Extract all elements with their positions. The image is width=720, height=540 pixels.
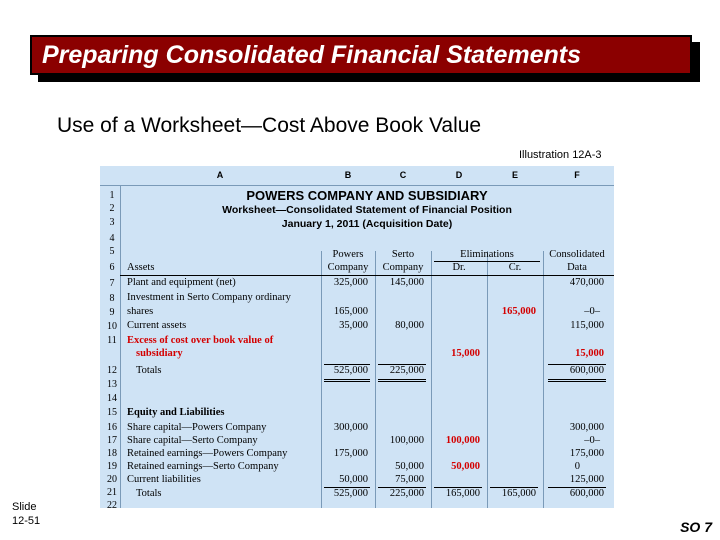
row-number: 20 bbox=[107, 474, 117, 485]
date-line: January 1, 2011 (Acquisition Date) bbox=[281, 218, 453, 230]
row-number: 14 bbox=[107, 393, 117, 404]
col-header-c: C bbox=[399, 170, 407, 180]
cell-serto: 100,000 bbox=[389, 435, 424, 446]
eliminations-header: Eliminations bbox=[460, 249, 514, 260]
title-banner bbox=[30, 35, 692, 75]
row-label: Share capital—Serto Company bbox=[127, 435, 258, 446]
row-label: shares bbox=[127, 306, 154, 317]
row-label-highlight: subsidiary bbox=[136, 348, 183, 359]
row-number: 6 bbox=[109, 262, 115, 273]
cell-serto: 80,000 bbox=[395, 320, 424, 331]
row-label: Share capital—Powers Company bbox=[127, 422, 267, 433]
double-underline bbox=[548, 379, 606, 382]
cell-powers: 175,000 bbox=[333, 448, 368, 459]
row-number: 8 bbox=[109, 293, 115, 304]
row-number: 12 bbox=[107, 365, 117, 376]
cell-consolidated: 0 bbox=[574, 461, 580, 472]
row-number: 13 bbox=[107, 379, 117, 390]
row-number: 17 bbox=[107, 435, 117, 446]
row-label: Current assets bbox=[127, 320, 187, 331]
cell-serto: 225,000 bbox=[389, 488, 424, 499]
col-header-f: F bbox=[574, 170, 580, 180]
row-number: 21 bbox=[107, 487, 117, 498]
col-divider-e bbox=[487, 251, 488, 508]
row-number: 19 bbox=[107, 461, 117, 472]
assets-header: Assets bbox=[127, 262, 155, 273]
cell-consolidated: 15,000 bbox=[575, 348, 604, 359]
company-title: POWERS COMPANY AND SUBSIDIARY bbox=[246, 188, 488, 203]
row-number: 1 bbox=[109, 190, 115, 201]
row-number: 22 bbox=[107, 500, 117, 508]
cell-powers: 525,000 bbox=[333, 365, 368, 376]
statement-title: Worksheet—Consolidated Statement of Financial Position bbox=[222, 204, 512, 216]
col-header-a: A bbox=[216, 170, 224, 180]
cell-elim-dr: 50,000 bbox=[451, 461, 480, 472]
cell-powers: 525,000 bbox=[333, 488, 368, 499]
row-label: Retained earnings—Powers Company bbox=[127, 448, 288, 459]
row-label-highlight: Excess of cost over book value of bbox=[127, 335, 274, 346]
powers-header-2: Company bbox=[327, 262, 369, 273]
cell-powers: 325,000 bbox=[333, 277, 368, 288]
cell-serto: 225,000 bbox=[389, 365, 424, 376]
cell-elim-cr: 165,000 bbox=[501, 306, 536, 317]
heading-underline bbox=[120, 275, 614, 276]
consolidated-header-2: Data bbox=[567, 262, 587, 273]
section-heading: Equity and Liabilities bbox=[127, 407, 225, 418]
worksheet-image bbox=[100, 166, 614, 508]
cell-elim-dr: 100,000 bbox=[445, 435, 480, 446]
cell-powers: 50,000 bbox=[339, 474, 368, 485]
row-number-divider bbox=[120, 186, 121, 508]
powers-header-1: Powers bbox=[332, 249, 364, 260]
col-header-b: B bbox=[344, 170, 352, 180]
serto-header-2: Company bbox=[382, 262, 424, 273]
row-number: 11 bbox=[107, 335, 117, 346]
cell-consolidated: 115,000 bbox=[570, 320, 604, 331]
col-header-d: D bbox=[455, 170, 463, 180]
slide-number: 12-51 bbox=[12, 515, 41, 527]
serto-header-1: Serto bbox=[391, 249, 415, 260]
row-number: 5 bbox=[109, 246, 115, 257]
cell-serto: 50,000 bbox=[395, 461, 424, 472]
cell-consolidated: 300,000 bbox=[569, 422, 604, 433]
row-number: 9 bbox=[109, 307, 115, 318]
cell-consolidated: 125,000 bbox=[569, 474, 604, 485]
cell-consolidated: 470,000 bbox=[569, 277, 604, 288]
cell-consolidated: –0– bbox=[584, 435, 600, 446]
cell-powers: 165,000 bbox=[333, 306, 368, 317]
cell-powers: 35,000 bbox=[339, 320, 368, 331]
cell-elim-dr: 165,000 bbox=[445, 488, 480, 499]
row-label: Totals bbox=[136, 365, 162, 376]
cell-elim-dr: 15,000 bbox=[451, 348, 480, 359]
row-number: 2 bbox=[109, 203, 115, 214]
row-number: 7 bbox=[109, 278, 115, 289]
row-label: Plant and equipment (net) bbox=[127, 277, 236, 288]
cell-powers: 300,000 bbox=[333, 422, 368, 433]
cell-serto: 75,000 bbox=[395, 474, 424, 485]
slide-subtitle: Use of a Worksheet—Cost Above Book Value bbox=[57, 114, 482, 137]
row-number: 18 bbox=[107, 448, 117, 459]
header-divider bbox=[100, 185, 614, 186]
row-number: 3 bbox=[109, 217, 115, 228]
row-label: Totals bbox=[136, 488, 162, 499]
row-number: 15 bbox=[107, 407, 117, 418]
row-number: 4 bbox=[109, 233, 115, 244]
row-number: 16 bbox=[107, 422, 117, 433]
illustration-label: Illustration 12A-3 bbox=[519, 149, 602, 161]
col-divider-b bbox=[321, 251, 322, 508]
row-label: Retained earnings—Serto Company bbox=[127, 461, 279, 472]
study-objective: SO 7 bbox=[680, 519, 712, 535]
consolidated-header-1: Consolidated bbox=[549, 249, 605, 260]
cell-consolidated: –0– bbox=[584, 306, 600, 317]
row-label: Investment in Serto Company ordinary bbox=[127, 292, 291, 303]
row-label: Current liabilities bbox=[127, 474, 201, 485]
cell-consolidated: 175,000 bbox=[569, 448, 604, 459]
double-underline bbox=[378, 379, 426, 382]
slide-title: Preparing Consolidated Financial Statements bbox=[42, 40, 582, 69]
dr-header: Dr. bbox=[452, 262, 466, 273]
col-header-e: E bbox=[511, 170, 518, 180]
cell-elim-cr: 165,000 bbox=[501, 488, 536, 499]
cell-serto: 145,000 bbox=[389, 277, 424, 288]
cell-consolidated: 600,000 bbox=[569, 365, 604, 376]
cell-consolidated: 600,000 bbox=[569, 488, 604, 499]
slide-label: Slide bbox=[12, 501, 37, 513]
cr-header: Cr. bbox=[508, 262, 522, 273]
row-number: 10 bbox=[107, 321, 117, 332]
double-underline bbox=[324, 379, 370, 382]
slide-number-block bbox=[12, 500, 40, 528]
